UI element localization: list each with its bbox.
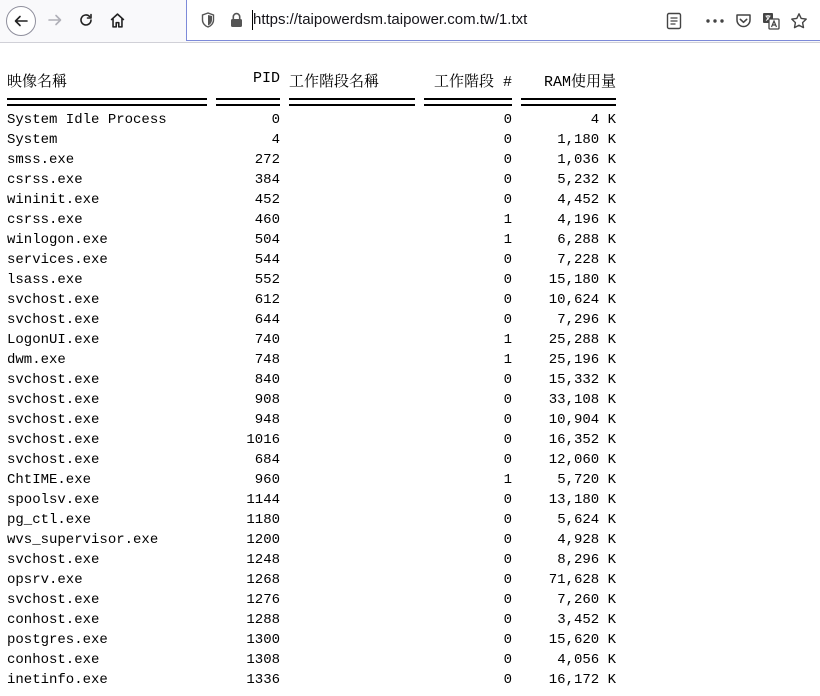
session-number-cell: 1 (503, 472, 512, 488)
pid-cell: 684 (254, 452, 280, 468)
header-rule (424, 98, 512, 106)
memory-usage-cell: 10,904 K (548, 412, 616, 428)
session-number-cell: 1 (503, 352, 512, 368)
lock-icon[interactable] (227, 11, 245, 29)
process-name-cell: pg_ctl.exe (7, 512, 92, 528)
memory-usage-cell: 12,060 K (548, 452, 616, 468)
process-name-cell: svchost.exe (7, 432, 100, 448)
memory-usage-cell: 16,352 K (548, 432, 616, 448)
pid-cell: 544 (254, 252, 280, 268)
process-name-cell: conhost.exe (7, 652, 100, 668)
session-number-cell: 0 (503, 292, 512, 308)
session-number-cell: 0 (503, 512, 512, 528)
pid-cell: 1180 (246, 512, 280, 528)
pid-cell: 960 (254, 472, 280, 488)
memory-usage-cell: 1,036 K (557, 152, 616, 168)
session-number-cell: 0 (503, 272, 512, 288)
pid-cell: 1288 (246, 612, 280, 628)
session-number-cell: 0 (503, 552, 512, 568)
session-number-cell: 0 (503, 192, 512, 208)
process-name-cell: dwm.exe (7, 352, 66, 368)
session-number-cell: 0 (503, 572, 512, 588)
pid-cell: 272 (254, 152, 280, 168)
process-name-cell: svchost.exe (7, 312, 100, 328)
process-name-cell: conhost.exe (7, 612, 100, 628)
pid-cell: 1300 (246, 632, 280, 648)
home-button[interactable] (102, 5, 132, 35)
header-memory: RAM使用量 (543, 74, 616, 91)
shield-icon[interactable] (199, 11, 217, 29)
header-pid: PID (252, 70, 280, 87)
pid-cell: 948 (254, 412, 280, 428)
process-name-cell: csrss.exe (7, 212, 83, 228)
pid-cell: 4 (271, 132, 280, 148)
memory-usage-cell: 25,288 K (548, 332, 616, 348)
arrow-right-icon (47, 12, 63, 28)
header-image-name: 映像名稱 (7, 74, 68, 91)
header-session-name: 工作階段名稱 (289, 74, 380, 91)
pid-cell: 840 (254, 372, 280, 388)
pid-cell: 452 (254, 192, 280, 208)
pid-cell: 740 (254, 332, 280, 348)
pid-cell: 644 (254, 312, 280, 328)
session-number-cell: 0 (503, 172, 512, 188)
memory-usage-cell: 15,620 K (548, 632, 616, 648)
pid-cell: 460 (254, 212, 280, 228)
more-icon[interactable] (705, 11, 725, 31)
memory-usage-cell: 10,624 K (548, 292, 616, 308)
session-number-cell: 0 (503, 612, 512, 628)
session-number-cell: 0 (503, 152, 512, 168)
session-number-cell: 0 (503, 432, 512, 448)
pid-cell: 504 (254, 232, 280, 248)
session-number-cell: 1 (503, 212, 512, 228)
header-rule (289, 98, 415, 106)
session-number-cell: 1 (503, 232, 512, 248)
process-name-cell: spoolsv.exe (7, 492, 100, 508)
arrow-left-icon (13, 13, 29, 29)
memory-usage-cell: 15,180 K (548, 272, 616, 288)
process-name-cell: wvs_supervisor.exe (7, 532, 159, 548)
memory-usage-cell: 71,628 K (548, 572, 616, 588)
session-number-cell: 0 (503, 532, 512, 548)
header-session-number: 工作階段 # (433, 74, 512, 91)
memory-usage-cell: 5,624 K (557, 512, 616, 528)
process-name-cell: System Idle Process (7, 112, 167, 128)
pid-cell: 1308 (246, 652, 280, 668)
pid-cell: 0 (271, 112, 280, 128)
process-name-cell: postgres.exe (7, 632, 108, 648)
process-name-cell: winlogon.exe (7, 232, 108, 248)
url-bar[interactable] (186, 0, 820, 41)
memory-usage-cell: 4 K (590, 112, 616, 128)
pid-cell: 1336 (246, 672, 280, 688)
process-name-cell: svchost.exe (7, 592, 100, 608)
memory-usage-cell: 7,260 K (557, 592, 616, 608)
session-number-cell: 0 (503, 652, 512, 668)
forward-button[interactable] (40, 5, 70, 35)
back-button[interactable] (6, 6, 36, 36)
reload-button[interactable] (71, 5, 101, 35)
pid-cell: 384 (254, 172, 280, 188)
pid-cell: 1268 (246, 572, 280, 588)
url-text[interactable]: https://taipowerdsm.taipower.com.tw/1.txt (253, 11, 528, 28)
session-number-cell: 0 (503, 492, 512, 508)
process-name-cell: svchost.exe (7, 392, 100, 408)
memory-usage-cell: 5,720 K (557, 472, 616, 488)
process-name-cell: svchost.exe (7, 372, 100, 388)
reader-view-icon[interactable] (664, 11, 684, 31)
process-name-cell: System (7, 132, 58, 148)
pid-cell: 1276 (246, 592, 280, 608)
memory-usage-cell: 4,056 K (557, 652, 616, 668)
pid-cell: 1200 (246, 532, 280, 548)
session-number-cell: 0 (503, 672, 512, 688)
session-number-cell: 0 (503, 592, 512, 608)
memory-usage-cell: 16,172 K (548, 672, 616, 688)
memory-usage-cell: 4,928 K (557, 532, 616, 548)
session-number-cell: 1 (503, 332, 512, 348)
memory-usage-cell: 33,108 K (548, 392, 616, 408)
memory-usage-cell: 25,196 K (548, 352, 616, 368)
bookmark-star-icon[interactable] (789, 11, 809, 31)
memory-usage-cell: 8,296 K (557, 552, 616, 568)
process-name-cell: svchost.exe (7, 552, 100, 568)
pocket-icon[interactable] (733, 11, 753, 31)
pid-cell: 612 (254, 292, 280, 308)
memory-usage-cell: 4,452 K (557, 192, 616, 208)
memory-usage-cell: 13,180 K (548, 492, 616, 508)
pid-cell: 908 (254, 392, 280, 408)
session-number-cell: 0 (503, 452, 512, 468)
memory-usage-cell: 6,288 K (557, 232, 616, 248)
process-name-cell: services.exe (7, 252, 108, 268)
header-rule (7, 98, 207, 106)
session-number-cell: 0 (503, 312, 512, 328)
browser-toolbar (0, 0, 820, 43)
header-rule (521, 98, 616, 106)
translate-icon[interactable] (761, 11, 781, 31)
process-name-cell: wininit.exe (7, 192, 100, 208)
session-number-cell: 0 (503, 632, 512, 648)
memory-usage-cell: 3,452 K (557, 612, 616, 628)
memory-usage-cell: 4,196 K (557, 212, 616, 228)
process-name-cell: svchost.exe (7, 412, 100, 428)
pid-cell: 1144 (246, 492, 280, 508)
pid-cell: 552 (254, 272, 280, 288)
session-number-cell: 0 (503, 412, 512, 428)
pid-cell: 748 (254, 352, 280, 368)
header-rule (216, 98, 280, 106)
process-name-cell: inetinfo.exe (7, 672, 108, 688)
process-name-cell: svchost.exe (7, 452, 100, 468)
process-name-cell: lsass.exe (7, 272, 83, 288)
memory-usage-cell: 7,296 K (557, 312, 616, 328)
memory-usage-cell: 7,228 K (557, 252, 616, 268)
pid-cell: 1248 (246, 552, 280, 568)
session-number-cell: 0 (503, 372, 512, 388)
memory-usage-cell: 5,232 K (557, 172, 616, 188)
process-name-cell: csrss.exe (7, 172, 83, 188)
session-number-cell: 0 (503, 132, 512, 148)
pid-cell: 1016 (246, 432, 280, 448)
process-name-cell: ChtIME.exe (7, 472, 92, 488)
process-name-cell: opsrv.exe (7, 572, 83, 588)
session-number-cell: 0 (503, 112, 512, 128)
memory-usage-cell: 1,180 K (557, 132, 616, 148)
memory-usage-cell: 15,332 K (548, 372, 616, 388)
reload-icon (78, 12, 94, 28)
session-number-cell: 0 (503, 252, 512, 268)
process-name-cell: smss.exe (7, 152, 75, 168)
home-icon (109, 12, 126, 29)
process-name-cell: LogonUI.exe (7, 332, 100, 348)
process-name-cell: svchost.exe (7, 292, 100, 308)
session-number-cell: 0 (503, 392, 512, 408)
